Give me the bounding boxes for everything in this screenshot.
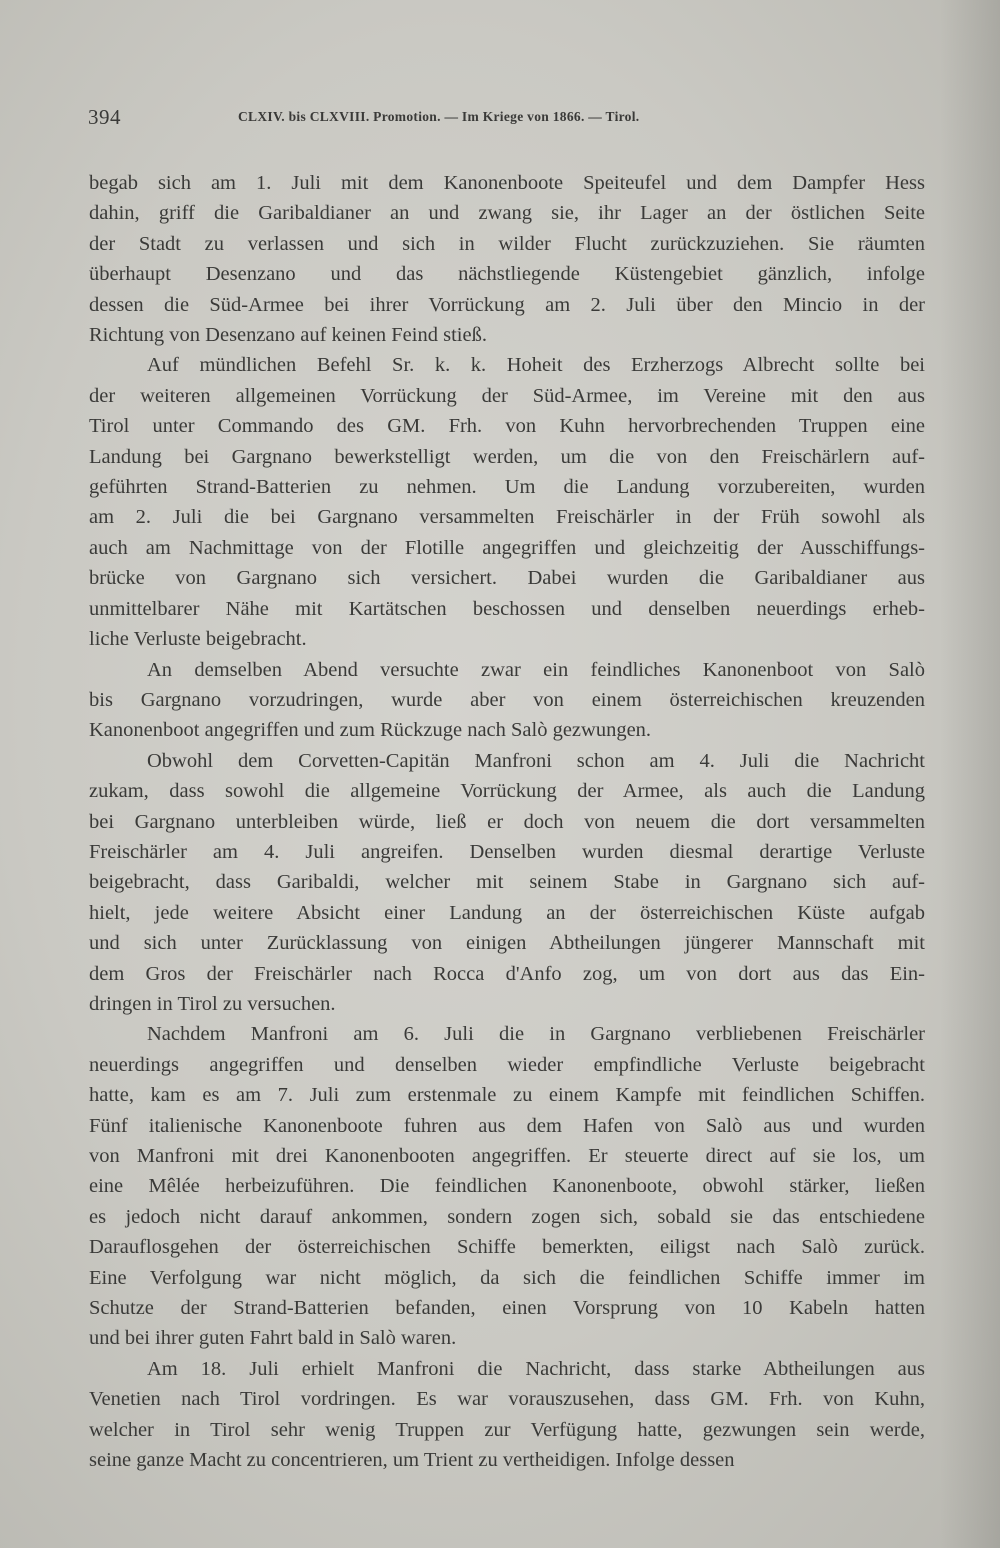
text-line: liche Verluste beigebracht. — [89, 628, 307, 651]
page-shadow — [940, 0, 1000, 1548]
text-line: neuerdings angegriffen und denselben wieder empfindliche Verluste beigebracht — [89, 1053, 925, 1076]
text-line: Venetien nach Tirol vordringen. Es war vorauszusehen, dass GM. Frh. von Kuhn, — [89, 1388, 925, 1411]
text-line: welcher in Tirol sehr wenig Truppen zur Verfügung hatte, gezwungen sein werde, — [89, 1418, 925, 1441]
text-line: Tirol unter Commando des GM. Frh. von Kuhn hervorbrechenden Truppen eine — [89, 415, 925, 438]
text-line: Landung bei Gargnano bewerkstelligt werden, um die von den Freischärlern auf- — [89, 445, 925, 468]
text-line: der weiteren allgemeinen Vorrückung der Süd-Armee, im Vereine mit den aus — [89, 384, 925, 407]
text-line: unmittelbarer Nähe mit Kartätschen beschossen und denselben neuerdings erheb- — [89, 597, 925, 620]
text-line: seine ganze Macht zu concentrieren, um Trient zu vertheidigen. Infolge dessen — [89, 1449, 735, 1472]
paragraph — [89, 746, 925, 1020]
text-line: Obwohl dem Corvetten-Capitän Manfroni schon am 4. Juli die Nachricht — [147, 749, 925, 772]
text-line: Richtung von Desenzano auf keinen Feind stieß. — [89, 324, 487, 347]
text-line: bei Gargnano unterbleiben würde, ließ er doch von neuem die dort versammelten — [89, 810, 925, 833]
page-header — [88, 105, 808, 135]
text-line: hatte, kam es am 7. Juli zum erstenmale zu einem Kampfe mit feindlichen Schiffen. — [89, 1084, 925, 1107]
text-line: und bei ihrer guten Fahrt bald in Salò waren. — [89, 1327, 457, 1350]
text-line: dringen in Tirol zu versuchen. — [89, 992, 336, 1015]
paragraph — [89, 168, 925, 350]
text-line: am 2. Juli die bei Gargnano versammelten Freischärler in der Früh sowohl als — [89, 506, 925, 529]
text-line: auch am Nachmittage von der Flotille angegriffen und gleichzeitig der Ausschiffungs- — [89, 536, 925, 559]
text-line: An demselben Abend versuchte zwar ein feindliches Kanonenboot von Salò — [147, 658, 925, 681]
text-line: begab sich am 1. Juli mit dem Kanonenboote Speiteufel und dem Dampfer Hess — [89, 172, 925, 194]
page-number: 394 — [88, 105, 121, 129]
paragraph — [89, 1354, 925, 1476]
text-line: der Stadt zu verlassen und sich in wilder Flucht zurückzuziehen. Sie räumten — [89, 232, 925, 255]
text-line: Am 18. Juli erhielt Manfroni die Nachricht, dass starke Abtheilungen aus — [147, 1357, 925, 1380]
text-line: Fünf italienische Kanonenboote fuhren aus dem Hafen von Salò aus und wurden — [89, 1114, 925, 1137]
text-line: beigebracht, dass Garibaldi, welcher mit seinem Stabe in Gargnano sich auf- — [89, 871, 925, 894]
text-line: Schutze der Strand-Batterien befanden, einen Vorsprung von 10 Kabeln hatten — [89, 1297, 925, 1320]
text-line: Auf mündlichen Befehl Sr. k. k. Hoheit des Erzherzogs Albrecht sollte bei — [147, 354, 925, 377]
text-line: dahin, griff die Garibaldianer an und zwang sie, ihr Lager an der östlichen Seite — [89, 202, 925, 225]
text-line: von Manfroni mit drei Kanonenbooten angegriffen. Er steuerte direct auf sie los, um — [89, 1145, 925, 1167]
paragraph — [89, 350, 925, 654]
text-line: Darauflosgehen der österreichischen Schiffe bemerkten, eiligst nach Salò zurück. — [89, 1236, 925, 1259]
text-line: überhaupt Desenzano und das nächstliegende Küstengebiet gänzlich, infolge — [89, 263, 925, 286]
text-line: bis Gargnano vorzudringen, wurde aber von einem österreichischen kreuzenden — [89, 688, 925, 711]
text-line: Eine Verfolgung war nicht möglich, da sich die feindlichen Schiffe immer im — [89, 1266, 925, 1289]
body-text — [89, 168, 925, 1475]
text-line: Kanonenboot angegriffen und zum Rückzuge nach Salò gezwungen. — [89, 719, 652, 742]
text-line: geführten Strand-Batterien zu nehmen. Um die Landung vorzubereiten, wurden — [89, 476, 925, 499]
text-line: und sich unter Zurücklassung von einigen Abtheilungen jüngerer Mannschaft mit — [89, 932, 925, 955]
text-line: dem Gros der Freischärler nach Rocca d'Anfo zog, um von dort aus das Ein- — [89, 962, 925, 985]
text-line: zukam, dass sowohl die allgemeine Vorrückung der Armee, als auch die Landung — [89, 780, 925, 803]
running-head: CLXIV. bis CLXVIII. Promotion. — Im Kriege von 1866. — Tirol. — [238, 109, 640, 124]
text-line: hielt, jede weitere Absicht einer Landung an der österreichischen Küste aufgab — [89, 901, 925, 924]
paragraph — [89, 1019, 925, 1353]
text-line: eine Mêlée herbeizuführen. Die feindlichen Kanonenboote, obwohl stärker, ließen — [89, 1175, 925, 1198]
text-line: Freischärler am 4. Juli angreifen. Denselben wurden diesmal derartige Verluste — [89, 840, 925, 863]
text-line: dessen die Süd-Armee bei ihrer Vorrückung am 2. Juli über den Mincio in der — [89, 293, 925, 316]
text-line: es jedoch nicht darauf ankommen, sondern zogen sich, sobald sie das entschiedene — [89, 1205, 925, 1228]
text-line: brücke von Gargnano sich versichert. Dabei wurden die Garibaldianer aus — [89, 567, 925, 590]
paragraph — [89, 655, 925, 746]
text-line: Nachdem Manfroni am 6. Juli die in Gargnano verbliebenen Freischärler — [147, 1023, 925, 1046]
